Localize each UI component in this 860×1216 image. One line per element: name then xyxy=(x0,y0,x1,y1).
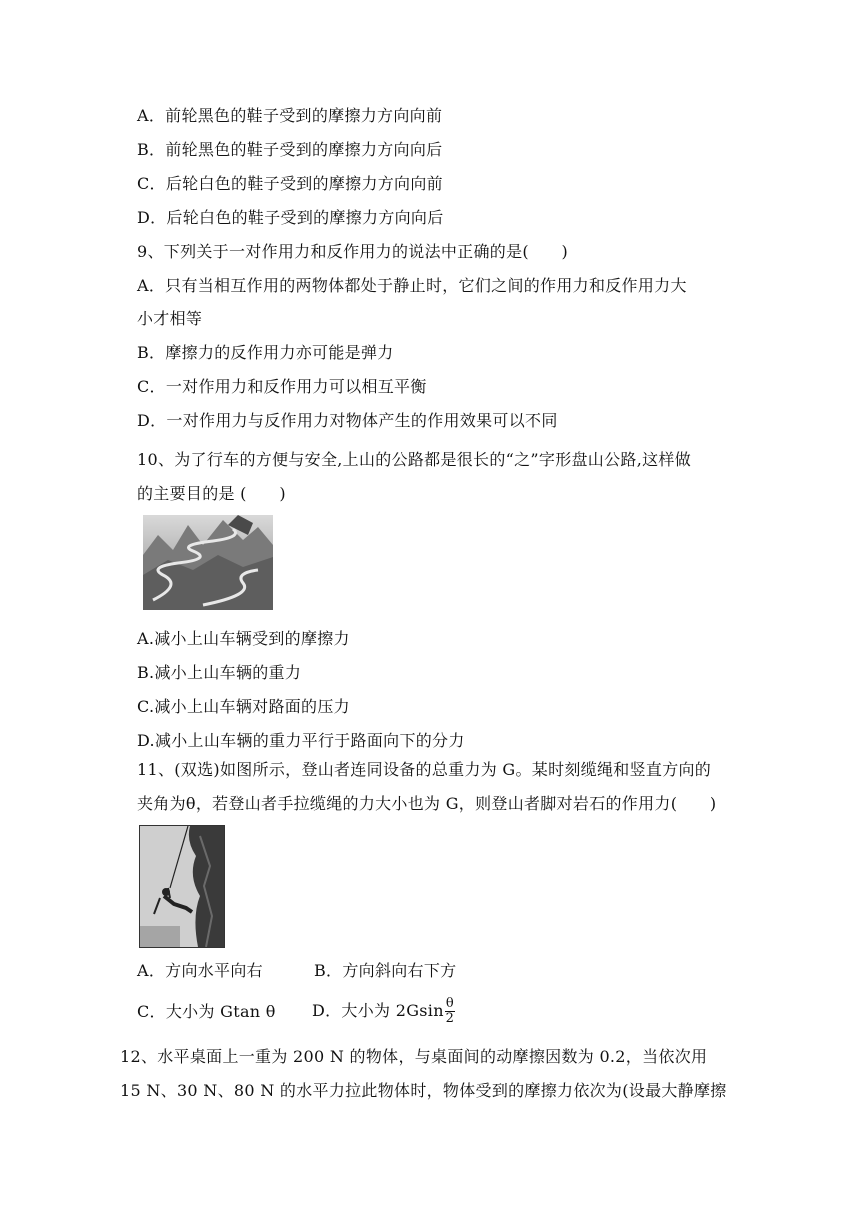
q9-option-d: D．一对作用力与反作用力对物体产生的作用效果可以不同 xyxy=(137,411,558,430)
q11-option-d-text: D．大小为 2Gsin xyxy=(312,1001,444,1020)
q8-option-b: B．前轮黑色的鞋子受到的摩擦力方向向后 xyxy=(137,140,443,159)
q8-option-c: C．后轮白色的鞋子受到的摩擦力方向向前 xyxy=(137,174,443,193)
theta-over-two-fraction xyxy=(445,997,455,1026)
q11-option-d xyxy=(312,994,455,1028)
q10-option-c: C.减小上山车辆对路面的压力 xyxy=(137,697,350,716)
q10-stem-line1: 10、为了行车的方便与安全,上山的公路都是很长的“之”字形盘山公路,这样做 xyxy=(137,450,691,469)
q9-option-c: C．一对作用力和反作用力可以相互平衡 xyxy=(137,377,427,396)
q12-line1: 12、水平桌面上一重为 200 N 的物体，与桌面间的动摩擦因数为 0.2，当依次用 xyxy=(120,1047,708,1066)
q10-option-d: D.减小上山车辆的重力平行于路面向下的分力 xyxy=(137,731,465,750)
q11-option-a: A．方向水平向右 xyxy=(137,961,263,980)
q9-option-a-continued: 小才相等 xyxy=(137,309,203,328)
q10-option-a: A.减小上山车辆受到的摩擦力 xyxy=(137,629,350,648)
q10-option-b: B.减小上山车辆的重力 xyxy=(137,663,302,682)
q9-option-b: B．摩擦力的反作用力亦可能是弹力 xyxy=(137,343,394,362)
fraction-numerator: θ xyxy=(445,996,454,1011)
q11-stem-line1: 11、(双选)如图所示，登山者连同设备的总重力为 G。某时刻缆绳和竖直方向的 xyxy=(137,760,712,779)
mountain-road-photo xyxy=(143,515,273,610)
q10-stem-line2: 的主要目的是 ( ) xyxy=(137,484,286,503)
q11-option-c: C．大小为 Gtan θ xyxy=(137,1002,276,1021)
q11-option-b: B．方向斜向右下方 xyxy=(314,961,457,980)
q9-option-a: A．只有当相互作用的两物体都处于静止时，它们之间的作用力和反作用力大 xyxy=(137,276,687,295)
climber-photo xyxy=(139,825,225,948)
q8-option-a: A．前轮黑色的鞋子受到的摩擦力方向向前 xyxy=(137,106,443,125)
fraction-denominator: 2 xyxy=(445,1011,455,1026)
q11-stem-line2: 夹角为θ，若登山者手拉缆绳的力大小也为 G，则登山者脚对岩石的作用力( ) xyxy=(137,794,717,813)
q12-line2: 15 N、30 N、80 N 的水平力拉此物体时，物体受到的摩擦力依次为(设最大静摩擦 xyxy=(120,1081,727,1100)
q9-stem: 9、下列关于一对作用力和反作用力的说法中正确的是( ) xyxy=(137,242,569,261)
q8-option-d: D．后轮白色的鞋子受到的摩擦力方向向后 xyxy=(137,208,444,227)
